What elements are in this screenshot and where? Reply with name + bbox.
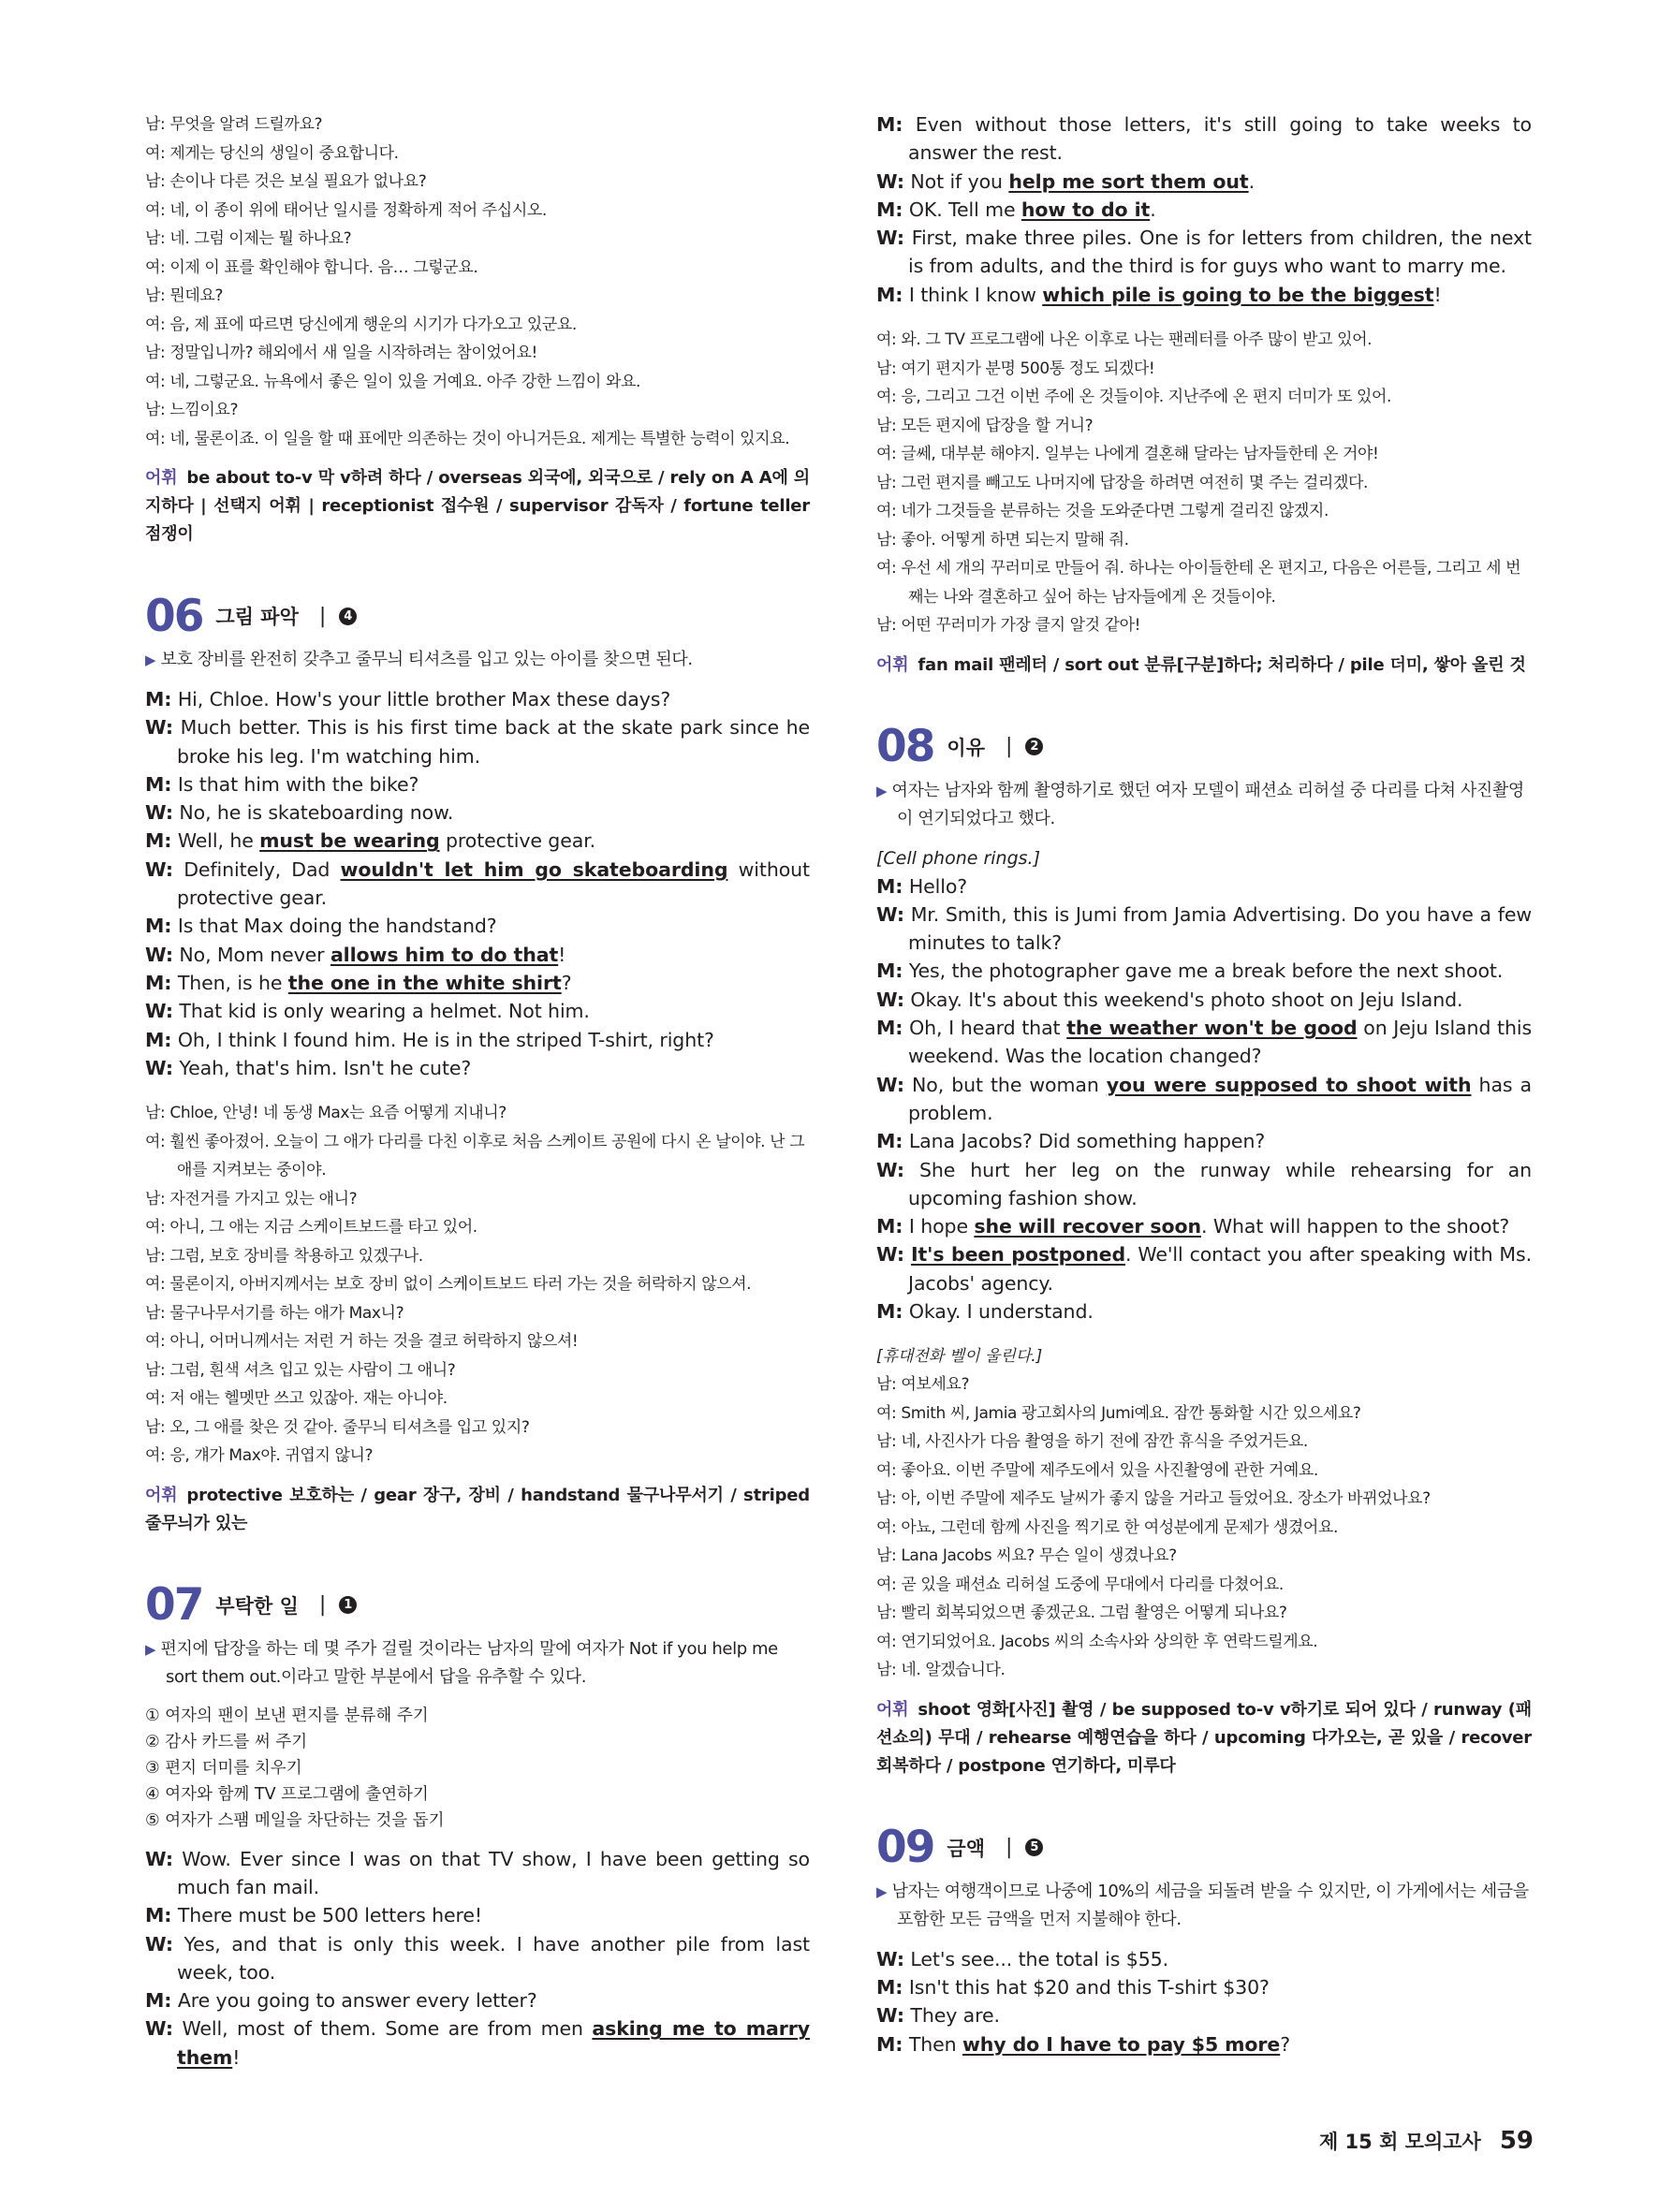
k-line: 남: Chloe, 안녕! 네 동생 Max는 요즘 어떻게 지내니? (145, 1104, 507, 1123)
speaker-label: W: (876, 1243, 904, 1267)
speaker-label: W: (145, 2017, 173, 2041)
dialog-text: First, make three piles. One is for letters from children, the next is from adults, and the third is for guys who want to marry me. (908, 227, 1532, 278)
speaker-label: W: (145, 801, 173, 825)
tip-07 (145, 1635, 810, 1692)
dialog-text: Yes, and that is only this week. I have another pile from last week, too. (177, 1932, 810, 1984)
k-line: 남: 물구나무서기를 하는 애가 Max니? (145, 1303, 404, 1323)
option-item: ⑤ 여자가 스팸 메일을 차단하는 것을 돕기 (145, 1810, 445, 1830)
tip-06 (145, 646, 810, 674)
dialog-line (145, 1026, 810, 1054)
dialog-line (876, 1297, 1532, 1326)
divider: | (318, 604, 327, 628)
k-line: 여: 아니, 그 애는 지금 스케이트보드를 타고 있어. (145, 1218, 477, 1238)
dialog-text: has a problem. (908, 1073, 1533, 1124)
key-phrase: wouldn't let him go skateboarding (340, 857, 728, 881)
dialog-text: Hi, Chloe. How's your little brother Max these days? (177, 688, 671, 710)
speaker-label: M: (876, 874, 903, 898)
speaker-label: M: (876, 113, 903, 136)
k-line: 여: 훨씬 좋아졌어. 오늘이 그 애가 다리를 다친 이후로 처음 스케이트 공원에 다시 온 날이야. 난 그 애를 지켜보는 중이야. (145, 1132, 805, 1180)
dialog-line (145, 1986, 810, 2014)
dialog-line (876, 1127, 1532, 1155)
dialog-text: Isn't this hat $20 and this T-shirt $30? (908, 1976, 1270, 2000)
speaker-label: W: (145, 857, 173, 881)
speaker-label: W: (876, 902, 904, 926)
k-line: 여: 저 애는 헬멧만 쓰고 있잖아. 재는 아니야. (145, 1389, 448, 1409)
speaker-label: M: (145, 1904, 172, 1927)
speaker-label: M: (876, 2032, 903, 2056)
dialog-text: Not if you (910, 169, 1009, 193)
dialog-text: . (1248, 169, 1256, 193)
k-line: 여: 네, 그렇군요. 뉴욕에서 좋은 일이 있을 거예요. 아주 강한 느낌이 와요. (145, 372, 640, 391)
k-line: 남: 네. 알겠습니다. (876, 1661, 1006, 1680)
dialog-line (145, 2014, 810, 2072)
speaker-label: M: (145, 915, 172, 938)
k-line: 남: 네, 사진사가 다음 촬영을 하기 전에 잠깐 휴식을 주었거든요. (876, 1432, 1308, 1452)
speaker-label: W: (145, 1000, 173, 1023)
k-line: 남: 그럼, 흰색 셔츠 입고 있는 사람이 그 애니? (145, 1360, 456, 1380)
k-line: 남: 그런 편지를 빼고도 나머지에 답장을 하려면 여전히 몇 주는 걸리겠다. (876, 473, 1369, 492)
k-line: 여: 우선 세 개의 꾸러미로 만들어 줘. 하나는 아이들한테 온 편지고, 다음은 어른들, 그리고 세 번째는 나와 결혼하고 싶어 하는 남자들에게 온 것들이야. (876, 559, 1521, 607)
dialog-line (876, 2001, 1532, 2029)
section-title: 금액 (947, 1837, 985, 1860)
dialog-line (876, 168, 1532, 196)
tip-08 (876, 777, 1532, 833)
k-line: 여: 음, 제 표에 따르면 당신에게 행운의 시기가 다가오고 있군요. (145, 315, 577, 334)
english-dialog-07a (145, 1845, 810, 2072)
tip-text: 편지에 답장을 하는 데 몇 주가 걸릴 것이라는 남자의 말에 여자가 Not if you help me sort them out.이라고 말한 부분에서 답을 유추할 수 있다. (160, 1638, 778, 1687)
vocab-text: fan mail 팬레터 / sort out 분류[구분]하다; 처리하다 / pile 더미, 쌓아 올린 것 (918, 654, 1526, 675)
dialog-text: Then (908, 2032, 962, 2056)
dialog-line (145, 941, 810, 969)
key-phrase: she will recover soon (974, 1215, 1201, 1238)
k-line: 남: 손이나 다른 것은 보실 필요가 없나요? (145, 172, 427, 191)
key-phrase: how to do it (1021, 198, 1151, 221)
speaker-label: M: (876, 960, 903, 983)
section-number: 07 (145, 1579, 203, 1632)
speaker-label: M: (876, 1215, 903, 1238)
dialog-line (876, 1973, 1532, 2001)
tip-text: 보호 장비를 완전히 갖추고 줄무늬 티셔츠를 입고 있는 아이를 찾으면 된다. (160, 650, 693, 669)
speaker-label: W: (876, 988, 904, 1011)
dialog-text: She hurt her leg on the runway while rehearsing for an upcoming fashion show. (908, 1158, 1533, 1209)
dialog-text: Yeah, that's him. Isn't he cute? (179, 1056, 472, 1079)
dialog-text: Okay. I understand. (908, 1300, 1094, 1324)
section-title: 그림 파악 (215, 606, 299, 628)
k-line: 남: 자전거를 가지고 있는 애니? (145, 1189, 358, 1209)
speaker-label: W: (876, 1158, 904, 1181)
dialog-text: Hello? (908, 874, 968, 898)
dialog-line (876, 1945, 1532, 1973)
dialog-text: Mr. Smith, this is Jumi from Jamia Advertising. Do you have a few minutes to talk? (908, 902, 1532, 955)
k-line: 여: 네가 그것들을 분류하는 것을 도와준다면 그렇게 걸리진 않겠지. (876, 502, 1329, 521)
k-line: 여: 네, 물론이죠. 이 일을 할 때 표에만 의존하는 것이 아니거든요. 제게는 특별한 능력이 있지요. (145, 429, 790, 448)
k-line: 남: 무엇을 알려 드릴까요? (145, 115, 323, 134)
english-dialog-09 (876, 1945, 1532, 2058)
dialog-text: . (1150, 198, 1156, 221)
k-line: 남: 좋아. 어떻게 하면 되는지 말해 줘. (876, 530, 1129, 549)
korean-dialog-08 (876, 1370, 1532, 1685)
dialog-text: I hope (908, 1215, 975, 1238)
section-06-header (145, 590, 810, 642)
key-phrase: allows him to do that (330, 943, 559, 966)
tip-text: 남자는 여행객이므로 나중에 10%의 세금을 되돌려 받을 수 있지만, 이 가게에서는 세금을 포함한 모든 금액을 먼저 지불해야 한다. (891, 1881, 1529, 1929)
korean-dialog-07 (876, 326, 1532, 640)
dialog-text: Definitely, Dad (184, 857, 341, 881)
dialog-line (145, 685, 810, 713)
dialog-line (145, 856, 810, 913)
left-column (145, 110, 810, 2072)
key-phrase: the weather won't be good (1066, 1017, 1358, 1040)
k-line: 남: 모든 편지에 답장을 할 거니? (876, 416, 1094, 435)
k-line: 남: 빨리 회복되었으면 좋겠군요. 그럼 촬영은 어떻게 되나요? (876, 1604, 1287, 1623)
vocab-box-05 (145, 464, 810, 549)
english-dialog-06 (145, 685, 810, 1082)
dialog-text: That kid is only wearing a helmet. Not him. (179, 1000, 590, 1023)
tip-text: 여자는 남자와 함께 촬영하기로 했던 여자 모델이 패션쇼 리허설 중 다리를 다쳐 사진촬영이 연기되었다고 했다. (891, 780, 1524, 828)
triangle-icon: ▶ (876, 782, 888, 799)
dialog-text: Oh, I think I found him. He is in the striped T-shirt, right? (177, 1028, 714, 1051)
korean-dialog-05 (145, 110, 810, 453)
dialog-text: Much better. This is his first time back at the skate park since he broke his leg. I'm watching him. (177, 716, 810, 768)
k-line: 여: Smith 씨, Jamia 광고회사의 Jumi예요. 잠깐 통화할 시간 있으세요? (876, 1403, 1361, 1423)
divider: | (318, 1593, 327, 1618)
vocab-box-07 (876, 652, 1532, 680)
speaker-label: W: (145, 716, 173, 740)
dialog-text: . What will happen to the shoot? (1201, 1215, 1510, 1238)
page-number: 59 (1499, 2127, 1534, 2155)
speaker-label: W: (145, 943, 173, 966)
key-phrase: which pile is going to be the biggest (1042, 283, 1434, 306)
dialog-text: No, he is skateboarding now. (179, 801, 454, 825)
speaker-label: M: (876, 198, 903, 221)
k-line: 여: 아뇨, 그런데 함께 사진을 찍기로 한 여성분에게 문제가 생겼어요. (876, 1517, 1338, 1537)
key-phrase: the one in the white shirt (287, 971, 562, 994)
k-line: 남: 그럼, 보호 장비를 착용하고 있겠구나. (145, 1246, 423, 1266)
dialog-text: ? (1280, 2032, 1290, 2056)
dialog-text: I think I know (908, 283, 1043, 306)
option-item: ① 여자의 팬이 보낸 편지를 분류해 주기 (145, 1706, 429, 1725)
dialog-text: There must be 500 letters here! (177, 1904, 482, 1927)
answer-badge: 5 (1025, 1838, 1043, 1856)
dialog-text: No, Mom never (179, 943, 330, 966)
key-phrase: must be wearing (259, 829, 440, 853)
speaker-label: W: (876, 227, 904, 250)
dialog-text: Wow. Ever since I was on that TV show, I have been getting so much fan mail. (177, 1847, 810, 1898)
dialog-text: Well, he (177, 829, 260, 853)
speaker-label: W: (145, 1847, 173, 1870)
dialog-line (145, 1054, 810, 1082)
dialog-line (145, 713, 810, 770)
dialog-line (145, 1901, 810, 1929)
dialog-line (876, 1240, 1532, 1297)
right-column (876, 110, 1532, 2058)
section-08-header (876, 721, 1532, 773)
dialog-line (145, 827, 810, 855)
k-line: 여: 응, 그리고 그건 이번 주에 온 것들이야. 지난주에 온 편지 더미가 또 있어. (876, 388, 1392, 407)
section-number: 08 (876, 721, 934, 773)
vocab-text: protective 보호하는 / gear 장구, 장비 / handstand 물구나무서기 / striped 줄무늬가 있는 (145, 1485, 810, 1533)
k-line: 여: 와. 그 TV 프로그램에 나온 이후로 나는 팬레터를 아주 많이 받고 있어. (876, 330, 1373, 350)
key-phrase: why do I have to pay $5 more (962, 2032, 1281, 2056)
section-07-header (145, 1579, 810, 1632)
answer-badge: 4 (339, 608, 357, 625)
dialog-line (145, 798, 810, 827)
dialog-text: without protective gear. (177, 857, 810, 910)
dialog-line (876, 2030, 1532, 2058)
k-line: 남: 어떤 꾸러미가 가장 클지 알것 같아! (876, 616, 1141, 636)
speaker-label: M: (145, 1989, 172, 2013)
dialog-text: Oh, I heard that (909, 1017, 1067, 1040)
speaker-label: M: (876, 1130, 903, 1153)
section-number: 06 (145, 590, 203, 642)
speaker-label: W: (876, 2004, 904, 2028)
korean-stage-direction: [휴대전화 벨이 울린다.] (876, 1347, 1043, 1367)
k-line: 남: 네. 그럼 이제는 뭘 하나요? (145, 229, 352, 248)
k-line: 남: 오, 그 애를 찾은 것 같아. 줄무늬 티셔츠를 입고 있지? (145, 1417, 530, 1437)
k-line: 여: 응, 걔가 Max야. 귀엽지 않니? (145, 1446, 374, 1466)
section-title: 부탁한 일 (215, 1594, 299, 1618)
page-footer (1319, 2127, 1534, 2155)
dialog-text: They are. (910, 2004, 1000, 2028)
dialog-line (145, 912, 810, 940)
k-line: 여: 아니, 어머니께서는 저런 거 하는 것을 결코 허락하지 않으셔! (145, 1332, 579, 1352)
option-item: ② 감사 카드를 써 주기 (145, 1732, 308, 1751)
korean-dialog-06 (145, 1099, 810, 1471)
section-09-header (876, 1822, 1532, 1874)
vocab-text: shoot 영화[사진] 촬영 / be supposed to-v v하기로 되어 있다 / runway (패션쇼의) 무대 / rehearse 예행연습을 하다 / upcoming 다가오는, 곧 있을 / recover 회복하다 / postpone 연기하다, 미루다 (876, 1699, 1532, 1776)
dialog-text: No, but the woman (912, 1073, 1107, 1096)
speaker-label: M: (145, 1028, 172, 1051)
dialog-text: Is that him with the bike? (177, 772, 419, 796)
speaker-label: W: (145, 1056, 173, 1079)
k-line: 여: 연기되었어요. Jacobs 씨의 소속사와 상의한 후 연락드릴게요. (876, 1632, 1318, 1651)
dialog-line (876, 1156, 1532, 1213)
k-line: 여: 곧 있을 패션쇼 리허설 도중에 무대에서 다리를 다쳤어요. (876, 1575, 1284, 1594)
answer-badge: 1 (339, 1596, 357, 1614)
speaker-label: M: (145, 971, 172, 994)
speaker-label: M: (876, 283, 903, 306)
divider: | (1005, 1836, 1013, 1860)
triangle-icon: ▶ (145, 652, 156, 668)
dialog-text: on Jeju Island this weekend. Was the location changed? (908, 1017, 1533, 1068)
english-dialog-08 (876, 872, 1532, 1326)
dialog-line (876, 281, 1532, 309)
k-line: 남: Lana Jacobs 씨요? 무슨 일이 생겼나요? (876, 1546, 1177, 1566)
option-item: ③ 편지 더미를 치우기 (145, 1758, 302, 1778)
dialog-line (876, 1071, 1532, 1128)
k-line: 남: 느낌이요? (145, 401, 239, 419)
dialog-text: Is that Max doing the handstand? (177, 915, 497, 938)
speaker-label: M: (876, 1017, 903, 1040)
dialog-text: . We'll contact you after speaking with Ms. Jacobs' agency. (908, 1243, 1532, 1295)
dialog-line (145, 1930, 810, 1987)
speaker-label: W: (876, 1073, 904, 1096)
dialog-line (876, 901, 1532, 958)
section-number: 09 (876, 1822, 934, 1874)
vocab-label: 어휘 (145, 468, 178, 488)
dialog-text: ! (558, 943, 566, 966)
dialog-text: ! (1433, 283, 1442, 306)
speaker-label: W: (876, 169, 904, 193)
dialog-line (145, 969, 810, 997)
dialog-line (876, 196, 1532, 224)
speaker-label: M: (876, 1300, 903, 1324)
triangle-icon: ▶ (876, 1882, 888, 1900)
dialog-text: Are you going to answer every letter? (177, 1989, 537, 2013)
dialog-line (876, 986, 1532, 1014)
dialog-line (876, 872, 1532, 901)
dialog-line (876, 1212, 1532, 1240)
k-line: 남: 아, 이번 주말에 제주도 날씨가 좋지 않을 거라고 들었어요. 장소가 바뀌었나요? (876, 1489, 1431, 1509)
dialog-text: Let's see... the total is $55. (910, 1947, 1169, 1970)
key-phrase: It's been postponed (910, 1243, 1126, 1267)
dialog-text: Even without those letters, it's still going to take weeks to answer the rest. (908, 113, 1532, 165)
option-item: ④ 여자와 함께 TV 프로그램에 출연하기 (145, 1784, 429, 1804)
dialog-text: Lana Jacobs? Did something happen? (908, 1130, 1266, 1153)
dialog-text: Well, most of them. Some are from men (182, 2017, 593, 2041)
vocab-box-08 (876, 1696, 1532, 1780)
speaker-label: M: (145, 829, 172, 853)
dialog-text: Yes, the photographer gave me a break before the next shoot. (908, 960, 1504, 983)
answer-badge: 2 (1025, 738, 1043, 755)
k-line: 남: 여기 편지가 분명 500통 정도 되겠다! (876, 359, 1155, 378)
dialog-text: ! (232, 2045, 241, 2069)
speaker-label: M: (876, 1976, 903, 2000)
dialog-line (145, 1845, 810, 1902)
vocab-box-06 (145, 1482, 810, 1538)
english-dialog-07b (876, 110, 1532, 309)
dialog-text: OK. Tell me (908, 198, 1021, 221)
k-line: 여: 물론이지, 아버지께서는 보호 장비 없이 스케이트보드 타러 가는 것을 허락하지 않으셔. (145, 1275, 752, 1295)
dialog-line (876, 224, 1532, 281)
dialog-text: Okay. It's about this weekend's photo shoot on Jeju Island. (910, 988, 1463, 1011)
dialog-line (145, 770, 810, 798)
k-line: 여: 글쎄, 대부분 해야지. 일부는 나에게 결혼해 달라는 남자들한테 온 거야! (876, 445, 1379, 464)
tip-09 (876, 1878, 1532, 1934)
k-line: 여: 네, 이 종이 위에 태어난 일시를 정확하게 적어 주십시오. (145, 200, 547, 220)
footer-label: 제 15 회 모의고사 (1318, 2131, 1481, 2153)
vocab-label: 어휘 (145, 1485, 178, 1505)
stage-direction: [Cell phone rings.] (876, 847, 1041, 869)
k-line: 여: 좋아요. 이번 주말에 제주도에서 있을 사진촬영에 관한 거예요. (876, 1460, 1318, 1480)
dialog-line (876, 110, 1532, 168)
options-07 (145, 1703, 810, 1834)
k-line: 남: 정말입니까? 해외에서 새 일을 시작하려는 참이었어요! (145, 344, 537, 362)
section-title: 이유 (947, 736, 985, 759)
k-line: 남: 여보세요? (876, 1375, 970, 1395)
key-phrase: help me sort them out (1008, 169, 1249, 193)
speaker-label: W: (876, 1947, 904, 1970)
k-line: 여: 제게는 당신의 생일이 중요합니다. (145, 143, 399, 163)
k-line: 남: 뭔데요? (145, 286, 224, 305)
divider: | (1005, 735, 1013, 759)
triangle-icon: ▶ (145, 1640, 156, 1658)
k-line: 여: 이제 이 표를 확인해야 합니다. 음… 그렇군요. (145, 257, 478, 277)
speaker-label: M: (145, 772, 172, 796)
vocab-label: 어휘 (876, 1699, 909, 1720)
key-phrase: asking me to marry them (177, 2017, 811, 2069)
speaker-label: W: (145, 1932, 173, 1956)
dialog-text: Then, is he (177, 971, 288, 994)
dialog-text: protective gear. (439, 829, 596, 853)
dialog-line (145, 997, 810, 1025)
vocab-label: 어휘 (876, 654, 909, 675)
dialog-line (876, 957, 1532, 985)
dialog-text: ? (561, 971, 572, 994)
key-phrase: you were supposed to shoot with (1106, 1073, 1472, 1096)
vocab-text: be about to-v 막 v하려 하다 / overseas 외국에, 외국으로 / rely on A A에 의지하다 | 선택지 어휘 | receptionist 접수원 / supervisor 감독자 / fortune teller 점쟁이 (145, 468, 810, 544)
speaker-label: M: (145, 688, 172, 710)
dialog-line (876, 1014, 1532, 1071)
